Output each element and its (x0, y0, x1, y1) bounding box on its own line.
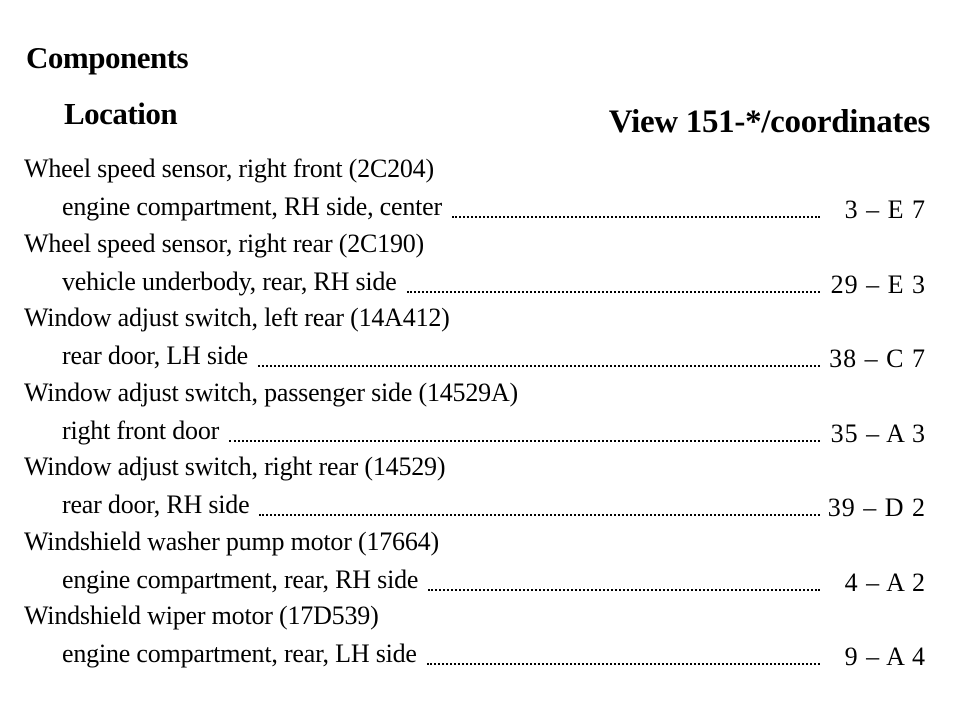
component-entry (0, 229, 970, 304)
component-name: Window adjust switch, passenger side (14529A) (24, 377, 518, 407)
location-line (62, 565, 970, 599)
component-entry (0, 378, 970, 453)
dot-leader (427, 663, 820, 665)
view-coordinate: 3 – E 7 (844, 195, 926, 224)
dot-leader (229, 440, 820, 442)
component-name: Window adjust switch, right rear (14529) (24, 452, 446, 481)
component-name: Windshield washer pump motor (17664) (24, 526, 439, 556)
component-name: Windshield wiper motor (17D539) (24, 601, 379, 630)
view-coordinate: 39 – D 2 (827, 493, 926, 522)
component-location: engine compartment, RH side, center (62, 192, 442, 221)
location-line (62, 341, 970, 375)
dot-leader (407, 291, 820, 293)
view-coordinate: 29 – E 3 (830, 269, 926, 299)
view-coordinate: 38 – C 7 (829, 344, 926, 373)
component-location: engine compartment, rear, LH side (62, 639, 417, 668)
view-coordinate: 35 – A 3 (830, 418, 926, 448)
view-coordinate: 4 – A 2 (844, 567, 926, 597)
location-line (62, 490, 970, 524)
component-entry (0, 154, 970, 229)
component-entry (0, 303, 970, 378)
dot-leader (428, 589, 820, 591)
component-list (0, 154, 970, 676)
component-name: Window adjust switch, left rear (14A412) (24, 303, 450, 332)
view-coordinates-column-heading: View 151-*/coordinates (608, 104, 930, 140)
location-line (62, 192, 970, 226)
component-location: right front door (62, 415, 220, 445)
location-line (62, 267, 970, 301)
dot-leader (258, 365, 820, 367)
component-location: rear door, LH side (62, 341, 248, 370)
location-column-heading: Location (64, 96, 178, 131)
view-coordinate: 9 – A 4 (844, 642, 926, 671)
location-line (62, 416, 970, 450)
component-name: Wheel speed sensor, right front (2C204) (24, 154, 434, 183)
component-entry (0, 601, 970, 676)
location-line (62, 639, 970, 673)
component-location: rear door, RH side (62, 490, 250, 519)
component-name: Wheel speed sensor, right rear (2C190) (24, 228, 424, 258)
component-entry (0, 452, 970, 527)
section-title: Components (26, 40, 189, 75)
component-entry (0, 527, 970, 602)
component-location: vehicle underbody, rear, RH side (62, 266, 397, 296)
dot-leader (452, 216, 820, 218)
component-location: engine compartment, rear, RH side (62, 564, 419, 594)
dot-leader (259, 514, 820, 516)
